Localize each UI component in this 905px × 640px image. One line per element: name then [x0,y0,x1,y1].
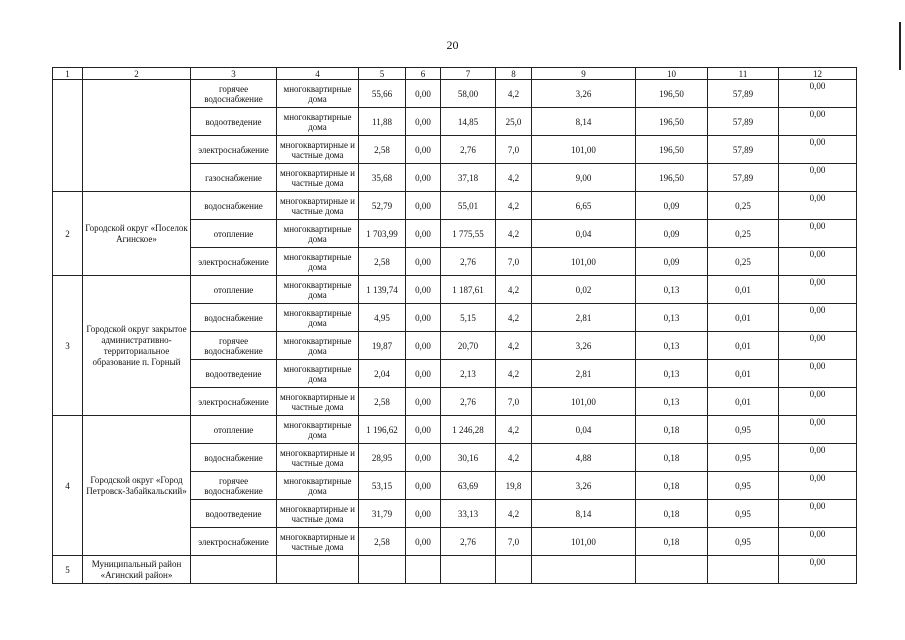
service-cell: водоснабжение [191,444,277,472]
service-cell: отопление [191,416,277,444]
value-col8-cell: 7,0 [496,528,532,556]
value-col5-cell: 55,66 [359,80,406,108]
table-row [53,80,857,108]
value-col12-cell: 0,00 [779,276,857,304]
value-col12-cell: 0,00 [779,360,857,388]
value-col10-cell: 196,50 [636,136,708,164]
value-col7-cell: 2,76 [441,528,496,556]
value-col5-cell: 28,95 [359,444,406,472]
value-col6-cell: 0,00 [406,388,441,416]
value-col11-cell: 0,25 [708,192,779,220]
value-col11-cell: 0,01 [708,276,779,304]
housing-type-cell: многоквартирные и частные дома [277,528,359,556]
value-col10-cell: 0,18 [636,500,708,528]
row-number-cell: 4 [53,416,83,556]
value-col11-cell: 0,01 [708,388,779,416]
housing-type-cell: многоквартирные дома [277,276,359,304]
value-col7-cell: 14,85 [441,108,496,136]
housing-type-cell: многоквартирные и частные дома [277,500,359,528]
municipality-name-cell: Городской округ «Город Петровск-Забайкальский» [83,416,191,556]
value-col10-cell: 0,18 [636,472,708,500]
value-col11-cell: 0,95 [708,416,779,444]
value-col10-cell: 0,09 [636,220,708,248]
value-col9-cell: 8,14 [532,108,636,136]
value-col8-cell: 4,2 [496,332,532,360]
housing-type-cell: многоквартирные дома [277,332,359,360]
value-col10-cell: 0,13 [636,304,708,332]
value-col7-cell: 63,69 [441,472,496,500]
value-col8-cell: 7,0 [496,248,532,276]
column-number-header: 10 [636,68,708,80]
value-col6-cell: 0,00 [406,500,441,528]
row-number-cell [53,80,83,192]
value-col8-cell [496,556,532,584]
value-col12-cell: 0,00 [779,136,857,164]
value-col7-cell: 2,76 [441,248,496,276]
housing-type-cell [277,556,359,584]
value-col6-cell: 0,00 [406,164,441,192]
value-col6-cell: 0,00 [406,416,441,444]
value-col10-cell: 0,18 [636,416,708,444]
value-col11-cell: 0,25 [708,248,779,276]
value-col12-cell: 0,00 [779,80,857,108]
value-col9-cell [532,556,636,584]
housing-type-cell: многоквартирные дома [277,472,359,500]
column-number-header: 5 [359,68,406,80]
value-col6-cell [406,556,441,584]
value-col5-cell: 19,87 [359,332,406,360]
value-col5-cell: 31,79 [359,500,406,528]
value-col10-cell: 196,50 [636,108,708,136]
value-col5-cell: 2,58 [359,248,406,276]
service-cell: газоснабжение [191,164,277,192]
value-col9-cell: 2,81 [532,360,636,388]
value-col6-cell: 0,00 [406,528,441,556]
service-cell: водоотведение [191,108,277,136]
value-col12-cell: 0,00 [779,332,857,360]
value-col10-cell: 196,50 [636,164,708,192]
column-number-header: 12 [779,68,857,80]
value-col9-cell: 8,14 [532,500,636,528]
value-col7-cell [441,556,496,584]
value-col7-cell: 37,18 [441,164,496,192]
value-col9-cell: 4,88 [532,444,636,472]
value-col9-cell: 101,00 [532,388,636,416]
value-col6-cell: 0,00 [406,80,441,108]
value-col10-cell: 0,18 [636,444,708,472]
municipality-name-cell [83,80,191,192]
service-cell [191,556,277,584]
service-cell: электроснабжение [191,528,277,556]
value-col5-cell: 52,79 [359,192,406,220]
value-col10-cell: 0,13 [636,360,708,388]
value-col7-cell: 33,13 [441,500,496,528]
value-col5-cell: 1 196,62 [359,416,406,444]
value-col5-cell: 11,88 [359,108,406,136]
value-col11-cell: 0,95 [708,472,779,500]
value-col9-cell: 3,26 [532,472,636,500]
value-col8-cell: 4,2 [496,220,532,248]
value-col8-cell: 7,0 [496,136,532,164]
housing-type-cell: многоквартирные и частные дома [277,444,359,472]
service-cell: водоснабжение [191,192,277,220]
value-col9-cell: 2,81 [532,304,636,332]
value-col6-cell: 0,00 [406,332,441,360]
value-col12-cell: 0,00 [779,444,857,472]
service-cell: отопление [191,276,277,304]
value-col6-cell: 0,00 [406,360,441,388]
municipality-name-cell: Городской округ «Поселок Агинское» [83,192,191,276]
housing-type-cell: многоквартирные дома [277,304,359,332]
housing-type-cell: многоквартирные и частные дома [277,192,359,220]
value-col10-cell: 0,13 [636,276,708,304]
service-cell: отопление [191,220,277,248]
value-col8-cell: 4,2 [496,444,532,472]
value-col11-cell: 0,01 [708,332,779,360]
value-col8-cell: 19,8 [496,472,532,500]
value-col9-cell: 9,00 [532,164,636,192]
value-col5-cell: 4,95 [359,304,406,332]
column-number-header: 3 [191,68,277,80]
housing-type-cell: многоквартирные дома [277,108,359,136]
row-number-cell: 3 [53,276,83,416]
value-col12-cell: 0,00 [779,416,857,444]
value-col5-cell: 2,04 [359,360,406,388]
value-col12-cell: 0,00 [779,220,857,248]
table-row [53,276,857,304]
value-col12-cell: 0,00 [779,556,857,584]
row-number-cell: 2 [53,192,83,276]
value-col7-cell: 1 187,61 [441,276,496,304]
service-cell: горячее водоснабжение [191,80,277,108]
table-row [53,416,857,444]
value-col9-cell: 0,04 [532,220,636,248]
value-col7-cell: 20,70 [441,332,496,360]
value-col10-cell: 196,50 [636,80,708,108]
value-col7-cell: 1 775,55 [441,220,496,248]
value-col8-cell: 4,2 [496,276,532,304]
page-number: 20 [446,38,459,52]
value-col6-cell: 0,00 [406,276,441,304]
value-col8-cell: 4,2 [496,192,532,220]
value-col6-cell: 0,00 [406,304,441,332]
tariff-table [52,67,857,584]
column-number-header: 9 [532,68,636,80]
value-col9-cell: 3,26 [532,332,636,360]
value-col11-cell: 57,89 [708,164,779,192]
value-col5-cell: 1 139,74 [359,276,406,304]
value-col10-cell: 0,09 [636,248,708,276]
value-col12-cell: 0,00 [779,248,857,276]
housing-type-cell: многоквартирные и частные дома [277,164,359,192]
column-number-header: 8 [496,68,532,80]
housing-type-cell: многоквартирные дома [277,80,359,108]
value-col6-cell: 0,00 [406,444,441,472]
value-col7-cell: 2,76 [441,136,496,164]
value-col12-cell: 0,00 [779,192,857,220]
service-cell: электроснабжение [191,136,277,164]
value-col9-cell: 6,65 [532,192,636,220]
value-col11-cell: 0,01 [708,304,779,332]
value-col10-cell: 0,13 [636,388,708,416]
column-number-header: 1 [53,68,83,80]
value-col12-cell: 0,00 [779,108,857,136]
page-edge-line [899,22,901,70]
table-row [53,192,857,220]
housing-type-cell: многоквартирные дома [277,220,359,248]
value-col10-cell: 0,09 [636,192,708,220]
value-col5-cell: 2,58 [359,528,406,556]
value-col6-cell: 0,00 [406,108,441,136]
value-col6-cell: 0,00 [406,136,441,164]
value-col10-cell: 0,18 [636,528,708,556]
value-col7-cell: 1 246,28 [441,416,496,444]
municipality-name-cell: Городской округ закрытое административно-территориальное образование п. Горный [83,276,191,416]
value-col6-cell: 0,00 [406,248,441,276]
housing-type-cell: многоквартирные дома [277,360,359,388]
housing-type-cell: многоквартирные дома [277,416,359,444]
value-col10-cell [636,556,708,584]
column-number-header: 6 [406,68,441,80]
value-col8-cell: 4,2 [496,500,532,528]
value-col5-cell: 53,15 [359,472,406,500]
column-number-header: 2 [83,68,191,80]
value-col9-cell: 101,00 [532,136,636,164]
value-col12-cell: 0,00 [779,164,857,192]
value-col11-cell: 0,95 [708,444,779,472]
value-col6-cell: 0,00 [406,472,441,500]
value-col12-cell: 0,00 [779,528,857,556]
value-col9-cell: 101,00 [532,528,636,556]
service-cell: водоотведение [191,360,277,388]
service-cell: горячее водоснабжение [191,332,277,360]
value-col10-cell: 0,13 [636,332,708,360]
value-col11-cell: 0,01 [708,360,779,388]
column-number-header: 4 [277,68,359,80]
service-cell: водоснабжение [191,304,277,332]
table-row [53,556,857,584]
value-col11-cell: 57,89 [708,80,779,108]
municipality-name-cell: Муниципальный район «Агинский район» [83,556,191,584]
value-col8-cell: 4,2 [496,304,532,332]
value-col5-cell: 2,58 [359,136,406,164]
value-col6-cell: 0,00 [406,220,441,248]
value-col5-cell: 1 703,99 [359,220,406,248]
value-col8-cell: 7,0 [496,388,532,416]
value-col9-cell: 3,26 [532,80,636,108]
value-col9-cell: 0,02 [532,276,636,304]
value-col11-cell [708,556,779,584]
service-cell: горячее водоснабжение [191,472,277,500]
column-number-header: 7 [441,68,496,80]
column-number-header: 11 [708,68,779,80]
housing-type-cell: многоквартирные и частные дома [277,136,359,164]
housing-type-cell: многоквартирные дома [277,248,359,276]
value-col6-cell: 0,00 [406,192,441,220]
value-col9-cell: 0,04 [532,416,636,444]
value-col8-cell: 4,2 [496,80,532,108]
value-col11-cell: 57,89 [708,108,779,136]
value-col7-cell: 55,01 [441,192,496,220]
value-col12-cell: 0,00 [779,472,857,500]
value-col11-cell: 57,89 [708,136,779,164]
value-col11-cell: 0,25 [708,220,779,248]
value-col12-cell: 0,00 [779,388,857,416]
value-col5-cell [359,556,406,584]
value-col8-cell: 25,0 [496,108,532,136]
value-col7-cell: 2,76 [441,388,496,416]
row-number-cell: 5 [53,556,83,584]
service-cell: электроснабжение [191,248,277,276]
value-col11-cell: 0,95 [708,528,779,556]
service-cell: электроснабжение [191,388,277,416]
service-cell: водоотведение [191,500,277,528]
value-col8-cell: 4,2 [496,360,532,388]
value-col9-cell: 101,00 [532,248,636,276]
value-col11-cell: 0,95 [708,500,779,528]
value-col7-cell: 2,13 [441,360,496,388]
value-col7-cell: 58,00 [441,80,496,108]
value-col12-cell: 0,00 [779,500,857,528]
value-col8-cell: 4,2 [496,164,532,192]
value-col12-cell: 0,00 [779,304,857,332]
value-col5-cell: 2,58 [359,388,406,416]
value-col7-cell: 30,16 [441,444,496,472]
housing-type-cell: многоквартирные и частные дома [277,388,359,416]
value-col8-cell: 4,2 [496,416,532,444]
table-header-row [53,68,857,80]
value-col7-cell: 5,15 [441,304,496,332]
value-col5-cell: 35,68 [359,164,406,192]
